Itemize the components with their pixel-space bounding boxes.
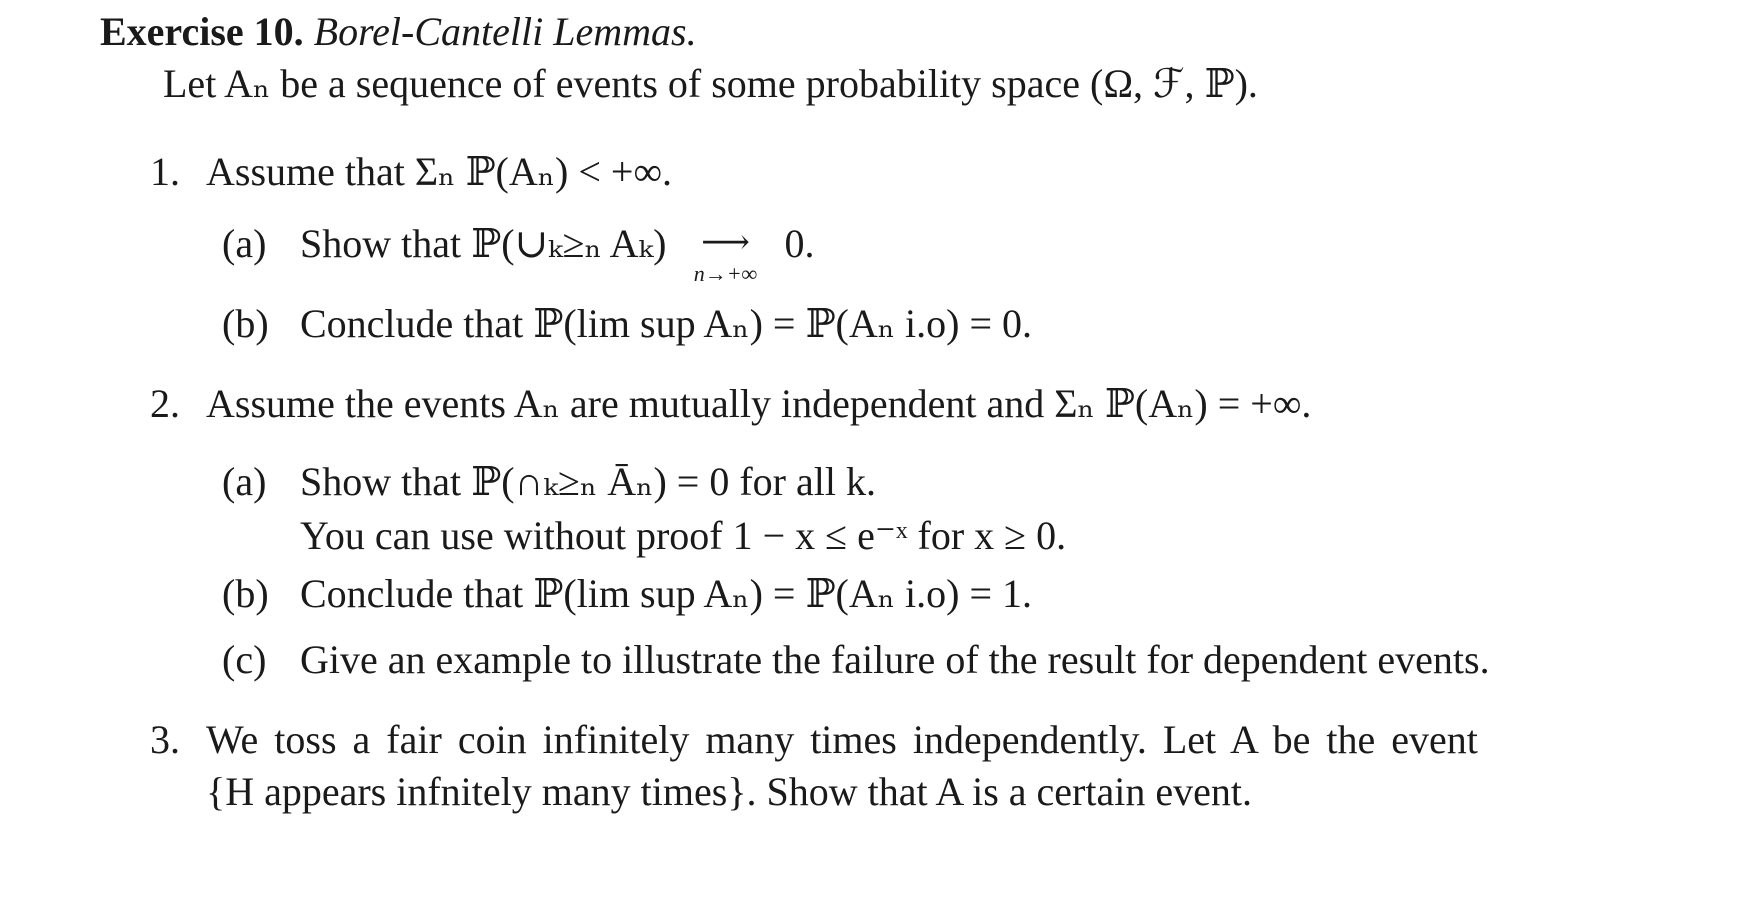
item-2-text: Assume the events Aₙ are mutually independent and Σₙ ℙ(Aₙ) = +∞. bbox=[206, 381, 1312, 426]
item-1b-label: (b) bbox=[222, 301, 269, 346]
item-2c-label: (c) bbox=[222, 637, 267, 682]
item-1a-tail: 0. bbox=[784, 221, 815, 266]
exercise-title: Borel-Cantelli Lemmas. bbox=[313, 9, 697, 54]
item-2-number: 2. bbox=[150, 381, 180, 426]
item-1-number: 1. bbox=[150, 149, 180, 194]
item-2a-label: (a) bbox=[222, 459, 267, 504]
item-3-text-line2: {H appears infnitely many times}. Show that A is a certain event. bbox=[206, 769, 1252, 814]
right-arrow-icon: ⟶ bbox=[701, 224, 750, 261]
exercise-intro: Let Aₙ be a sequence of events of some probability space (Ω, ℱ, ℙ). bbox=[163, 61, 1258, 106]
item-3-number: 3. bbox=[150, 717, 180, 762]
item-2b-text: Conclude that ℙ(lim sup Aₙ) = ℙ(Aₙ i.o) = 1. bbox=[300, 571, 1033, 616]
exercise-heading bbox=[100, 4, 697, 60]
item-2a-hint: You can use without proof 1 − x ≤ e⁻ˣ for x ≥ 0. bbox=[300, 513, 1067, 558]
item-3-text: We toss a fair coin infinitely many times independently. Let A be the event bbox=[206, 717, 1478, 762]
item-1a-text: Show that ℙ(∪ₖ≥ₙ Aₖ) bbox=[300, 221, 667, 266]
limit-arrow-subscript: n→+∞ bbox=[693, 261, 758, 286]
item-1a-text-line bbox=[300, 216, 815, 286]
item-1-text: Assume that Σₙ ℙ(Aₙ) < +∞. bbox=[206, 149, 672, 194]
item-1b-text: Conclude that ℙ(lim sup Aₙ) = ℙ(Aₙ i.o) = 0. bbox=[300, 301, 1033, 346]
exercise-number: Exercise 10. bbox=[100, 9, 304, 54]
item-2a-text: Show that ℙ(∩ₖ≥ₙ Āₙ) = 0 for all k. bbox=[300, 459, 876, 504]
item-2c-text: Give an example to illustrate the failure of the result for dependent events. bbox=[300, 637, 1490, 682]
item-2b-label: (b) bbox=[222, 571, 269, 616]
item-1a-label: (a) bbox=[222, 221, 267, 266]
limit-arrow bbox=[682, 224, 768, 286]
